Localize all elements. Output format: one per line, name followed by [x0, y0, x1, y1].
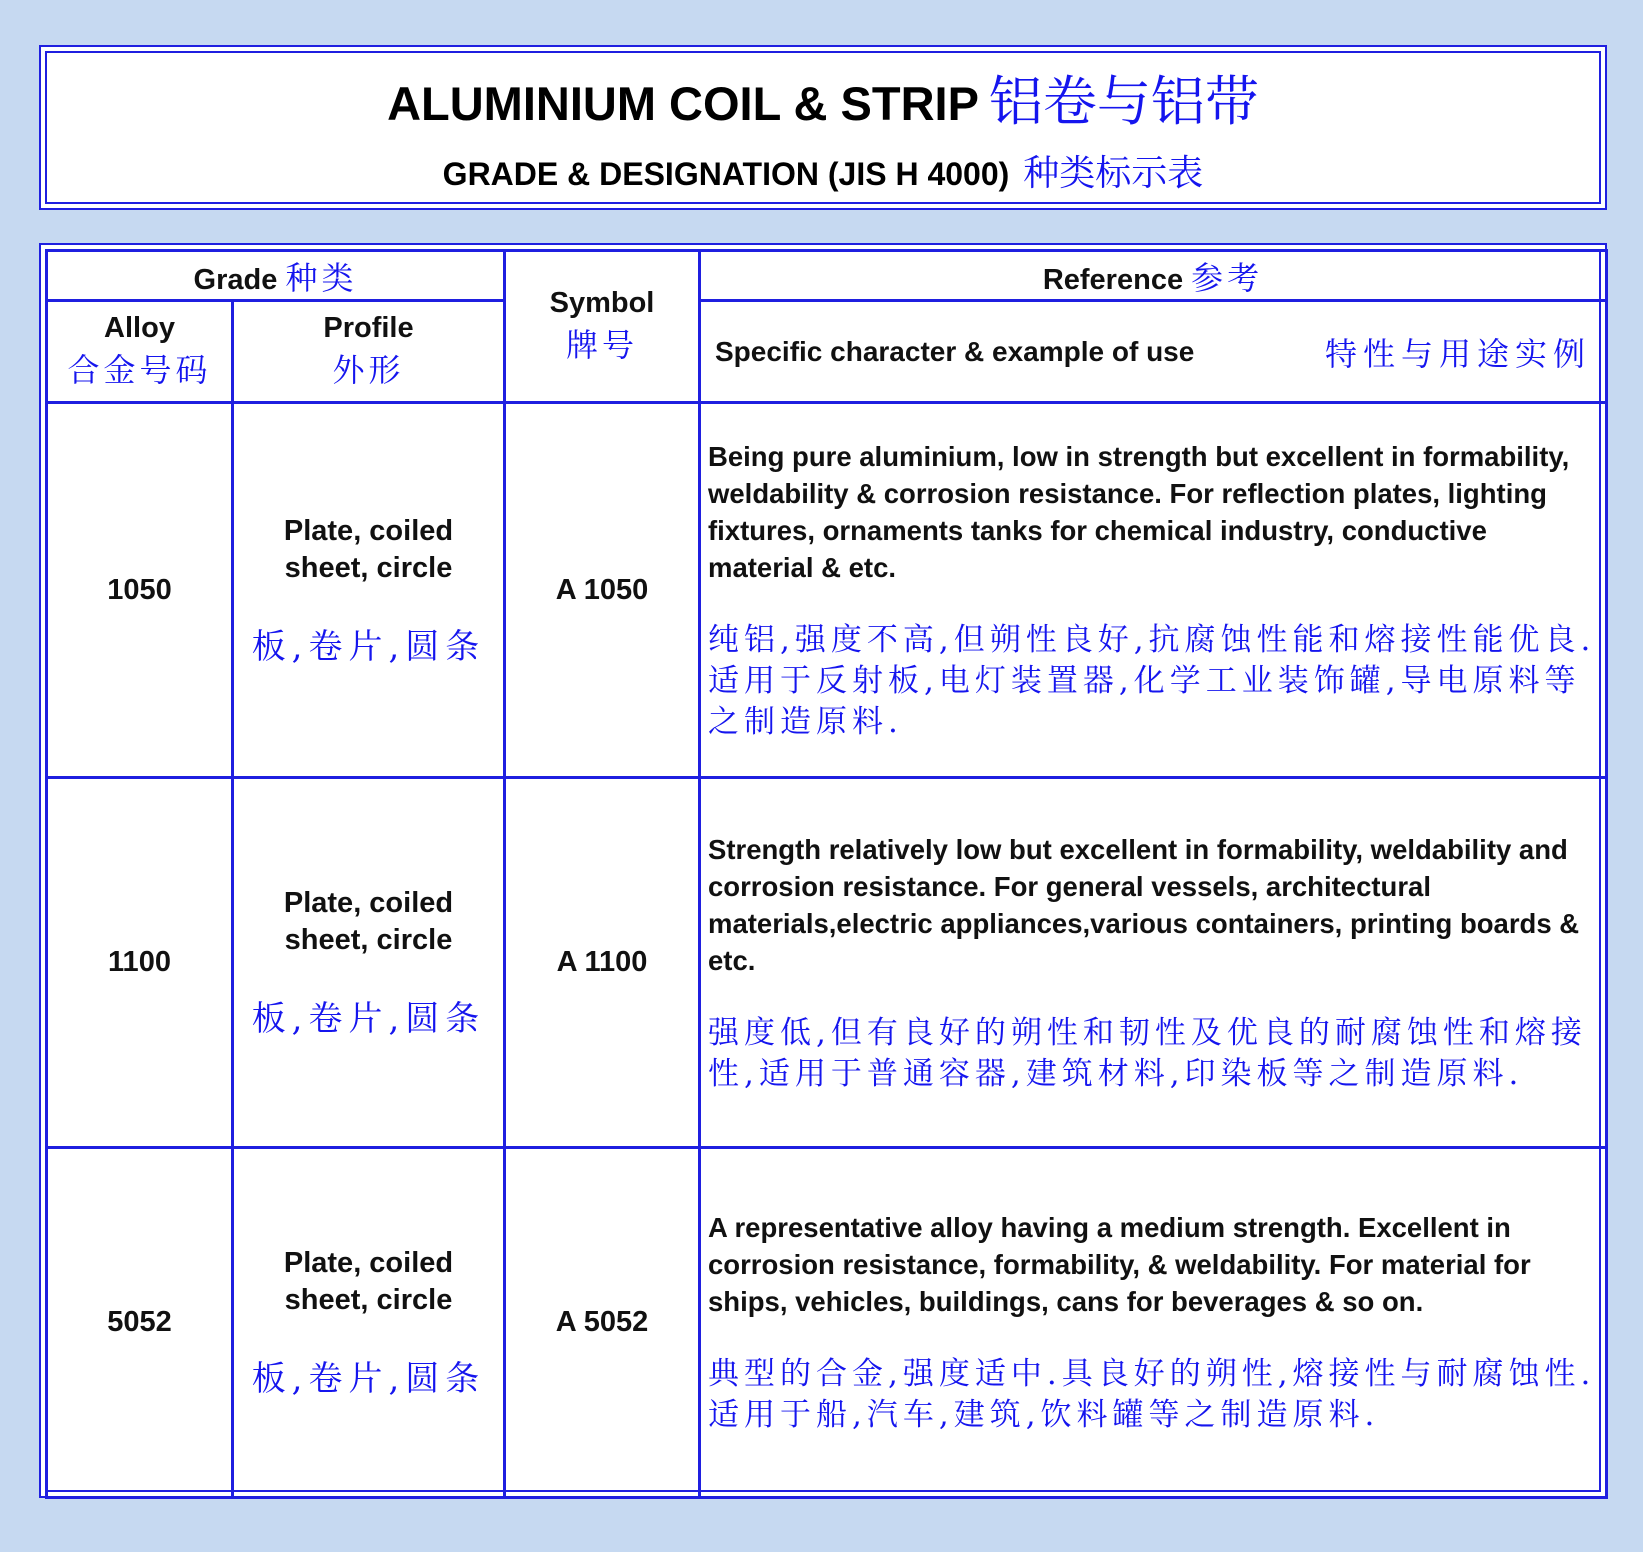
- profile-text-line1: Plate, coiled: [283, 1247, 454, 1279]
- alloy-cell: 1050: [47, 403, 233, 778]
- symbol-cell: A 1050: [505, 403, 700, 778]
- table-row: [47, 403, 1607, 778]
- specific-header-en: Specific character & example of use: [715, 335, 1195, 367]
- subtitle-cn: 种类标示表: [1023, 153, 1204, 194]
- profile-text-line2: sheet, circle: [284, 924, 453, 956]
- grade-table: [45, 249, 1608, 1499]
- profile-cell: [233, 403, 505, 778]
- specific-header: [700, 301, 1607, 403]
- profile-text-cn: 板,卷片,圆条: [251, 626, 486, 667]
- alloy-cell: 1100: [47, 778, 233, 1148]
- profile-cell: [233, 778, 505, 1148]
- reference-header-en: Reference: [1042, 263, 1184, 296]
- grade-table-panel: [39, 243, 1607, 1498]
- profile-text-line2: sheet, circle: [284, 551, 453, 584]
- description-cell: [700, 1148, 1607, 1498]
- header-row-bottom: [47, 301, 1607, 403]
- alloy-header-en: Alloy: [104, 312, 175, 344]
- table-row: [47, 778, 1607, 1148]
- grade-header-en: Grade: [193, 263, 278, 296]
- description-en: Being pure aluminium, low in strength but excellent in formability, weldability & corrosion resistance. For reflection plates, lighting fixtures, ornaments tanks for chemical industry, conductive material & etc.: [708, 440, 1570, 583]
- grade-header: [47, 251, 505, 301]
- symbol-header: [505, 251, 700, 403]
- description-en: Strength relatively low but excellent in formability, weldability and corrosion resistance. For general vessels, architectural materials,electric appliances,various containers, printing boards & etc.: [708, 833, 1580, 976]
- profile-header: [233, 301, 505, 403]
- symbol-header-cn: 牌号: [565, 326, 638, 364]
- profile-cell: [233, 1148, 505, 1498]
- profile-text-cn: 板,卷片,圆条: [251, 1359, 486, 1399]
- symbol-header-en: Symbol: [549, 287, 655, 319]
- subtitle: [41, 145, 1605, 196]
- alloy-cell: 5052: [47, 1148, 233, 1498]
- symbol-cell: A 5052: [505, 1148, 700, 1498]
- profile-header-cn: 外形: [332, 351, 405, 389]
- description-en: A representative alloy having a medium strength. Excellent in corrosion resistance, formability, & weldability. For material for ships, vehicles, buildings, cans for beverages & so on.: [708, 1212, 1531, 1317]
- main-title: [41, 59, 1605, 136]
- profile-text-line1: Plate, coiled: [283, 887, 454, 919]
- alloy-header: [47, 301, 233, 403]
- main-title-cn: 铝卷与铝带: [988, 70, 1259, 133]
- reference-header-cn: 参考: [1191, 258, 1264, 297]
- description-cn: 典型的合金,强度适中.具良好的朔性,熔接性与耐腐蚀性.适用于船,汽车,建筑,饮料罐等之制造原料.: [708, 1356, 1596, 1433]
- grade-header-cn: 种类: [285, 258, 358, 297]
- subtitle-en: GRADE & DESIGNATION (JIS H 4000): [442, 156, 1010, 192]
- main-title-en: ALUMINIUM COIL & STRIP: [387, 77, 979, 130]
- description-cn: 纯铝,强度不高,但朔性良好,抗腐蚀性能和熔接性能优良.适用于反射板,电灯装置器,化学工业装饰罐,导电原料等之制造原料.: [708, 621, 1596, 740]
- alloy-header-cn: 合金号码: [67, 351, 212, 389]
- symbol-cell: A 1100: [505, 778, 700, 1148]
- profile-text-line2: sheet, circle: [284, 1284, 453, 1316]
- description-cell: [700, 778, 1607, 1148]
- profile-text-line1: Plate, coiled: [283, 514, 454, 547]
- specific-header-cn: 特性与用途实例: [1324, 334, 1591, 373]
- header-row-top: [47, 251, 1607, 301]
- title-panel: [39, 45, 1607, 210]
- profile-text-cn: 板,卷片,圆条: [251, 999, 486, 1039]
- description-cn: 强度低,但有良好的朔性和韧性及优良的耐腐蚀性和熔接性,适用于普通容器,建筑材料,印染板等之制造原料.: [708, 1014, 1587, 1092]
- reference-header: [700, 251, 1607, 301]
- profile-header-en: Profile: [323, 312, 414, 344]
- table-row: [47, 1148, 1607, 1498]
- description-cell: [700, 403, 1607, 778]
